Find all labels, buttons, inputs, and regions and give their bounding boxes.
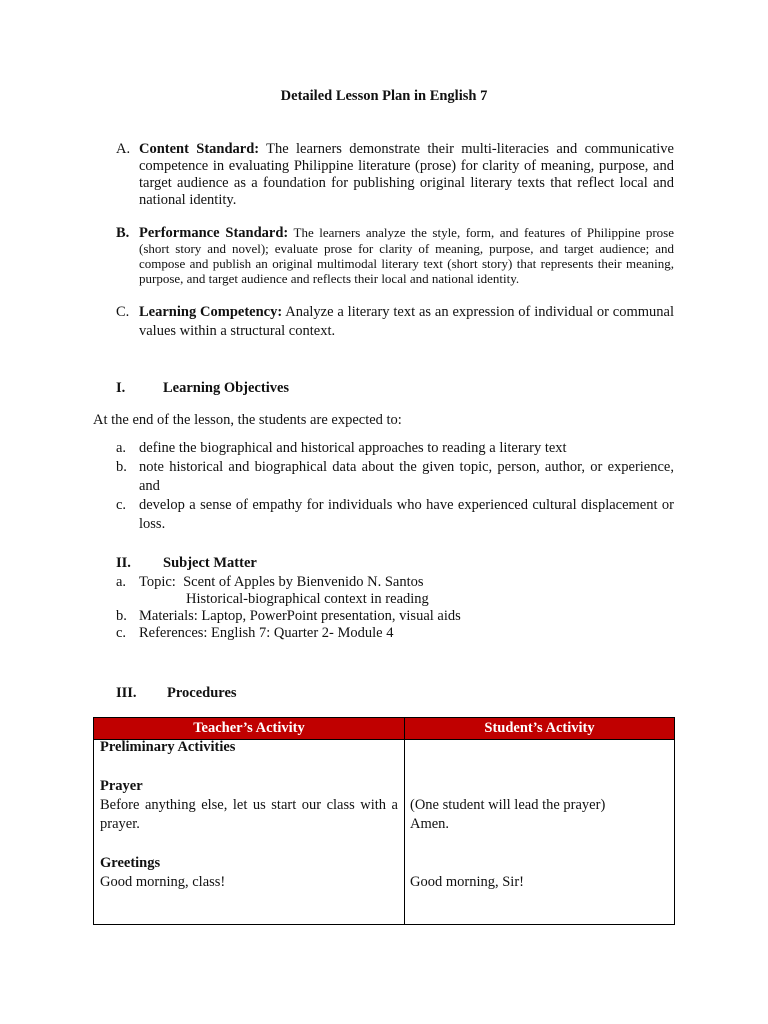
list-item-marker: c. bbox=[116, 497, 127, 513]
content-standard-marker: A. bbox=[116, 141, 131, 157]
greetings-student: Good morning, Sir! bbox=[410, 874, 524, 890]
list-item-marker: c. bbox=[116, 625, 127, 641]
list-item-marker: b. bbox=[116, 608, 127, 624]
objectives-list bbox=[116, 439, 674, 534]
procedures-table bbox=[93, 717, 675, 925]
objectives-title: Learning Objectives bbox=[163, 380, 290, 396]
subject-list bbox=[116, 574, 674, 642]
learning-competency-text: Analyze a literary text as an expression of individual or communal values within a structural context. bbox=[139, 304, 675, 339]
subject-heading bbox=[116, 555, 257, 572]
list-item-text: References: English 7: Quarter 2- Module 4 bbox=[139, 625, 394, 641]
learning-competency bbox=[116, 303, 674, 341]
content-standard-text: The learners demonstrate their multi-literacies and communicative competence in evaluating Philippine literature (prose) for clarity of meaning, purpose, and target audience as a foundation for publishing original literary texts that reflect local and national identity. bbox=[139, 141, 674, 208]
list-item-marker: a. bbox=[116, 440, 127, 456]
procedures-number: III. bbox=[116, 685, 137, 701]
list-item bbox=[116, 439, 674, 458]
list-item-text: define the biographical and historical approaches to reading a literary text bbox=[139, 440, 567, 456]
topic-line-1: Scent of Apples by Bienvenido N. Santos bbox=[183, 574, 424, 590]
learning-competency-label: Learning Competency: bbox=[139, 304, 283, 320]
performance-standard bbox=[116, 225, 674, 286]
table-header bbox=[94, 718, 674, 739]
list-item-marker: b. bbox=[116, 459, 127, 475]
objectives-heading bbox=[116, 380, 289, 397]
list-item-materials bbox=[116, 608, 674, 625]
list-item-text: develop a sense of empathy for individuals who have experienced cultural displacement or loss. bbox=[139, 497, 674, 532]
prayer-heading: Prayer bbox=[100, 778, 143, 794]
list-item-text: note historical and biographical data about the given topic, person, author, or experience, and bbox=[139, 459, 674, 494]
prayer-student-2: Amen. bbox=[410, 816, 450, 832]
column-divider bbox=[404, 718, 405, 924]
greetings-heading: Greetings bbox=[100, 855, 161, 871]
objectives-number: I. bbox=[116, 380, 126, 396]
preliminary-heading: Preliminary Activities bbox=[100, 739, 236, 755]
performance-standard-label: Performance Standard: bbox=[139, 225, 289, 241]
col-teacher-header: Teacher’s Activity bbox=[193, 720, 305, 736]
list-item bbox=[116, 496, 674, 534]
list-item bbox=[116, 458, 674, 496]
content-standard-label: Content Standard: bbox=[139, 141, 260, 157]
page-title: Detailed Lesson Plan in English 7 bbox=[280, 88, 488, 104]
performance-standard-text: The learners analyze the style, form, and features of Philippine prose (short story and novel); evaluate prose for clarity of meaning, purpose, and target audience; and compose and publish an original multimodal literary text (short story) that represents their meaning, purpose, and target audience and reflects their local and national identity. bbox=[139, 225, 675, 286]
list-item-marker: a. bbox=[116, 574, 127, 590]
list-item-references bbox=[116, 625, 674, 642]
list-item-text: Materials: Laptop, PowerPoint presentation, visual aids bbox=[139, 608, 461, 624]
prayer-student-1: (One student will lead the prayer) bbox=[410, 797, 606, 813]
learning-competency-marker: C. bbox=[116, 304, 130, 320]
list-item-topic bbox=[116, 574, 674, 608]
prayer-teacher: Before anything else, let us start our class with a prayer. bbox=[100, 797, 398, 832]
greetings-teacher: Good morning, class! bbox=[100, 874, 226, 890]
topic-label: Topic: bbox=[139, 574, 176, 590]
col-student-header: Student’s Activity bbox=[484, 720, 595, 736]
procedures-title: Procedures bbox=[167, 685, 237, 701]
subject-title: Subject Matter bbox=[163, 555, 257, 571]
subject-number: II. bbox=[116, 555, 131, 571]
content-standard bbox=[116, 141, 674, 209]
procedures-heading bbox=[116, 685, 237, 702]
topic-line-2: Historical-biographical context in reading bbox=[186, 591, 429, 607]
objectives-intro: At the end of the lesson, the students are expected to: bbox=[93, 412, 402, 428]
performance-standard-marker: B. bbox=[116, 225, 130, 241]
